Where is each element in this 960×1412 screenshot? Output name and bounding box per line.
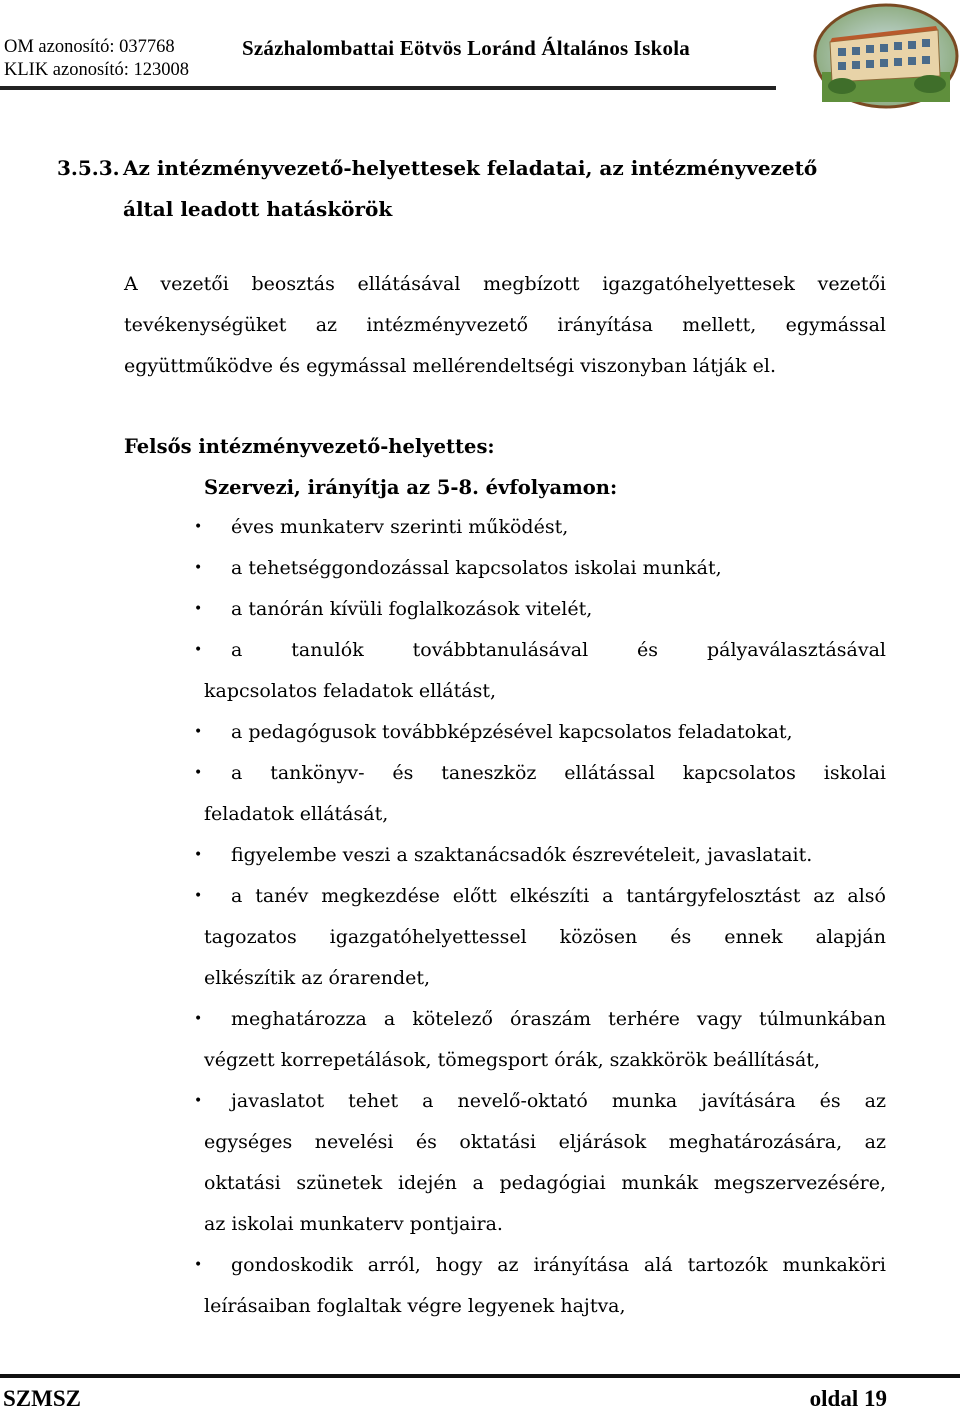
list-item-continuation: tagozatos igazgatóhelyettessel közösen és ennek alapján bbox=[204, 926, 886, 948]
list-item-text: a tanév megkezdése előtt elkészíti a tantárgyfelosztást az alsó bbox=[231, 885, 886, 907]
bullet-dot-icon: • bbox=[194, 560, 203, 576]
list-item-continuation: kapcsolatos feladatok ellátást, bbox=[204, 680, 497, 702]
list-item-text: figyelembe veszi a szaktanácsadók észrevételeit, javaslatait. bbox=[231, 844, 813, 866]
list-item-text: a tehetséggondozással kapcsolatos iskolai munkát, bbox=[231, 557, 722, 579]
list-item bbox=[194, 712, 886, 753]
bullet-dot-icon: • bbox=[194, 724, 203, 740]
intro-line-3: együttműködve és egymással mellérendeltségi viszonyban látják el. bbox=[124, 355, 777, 377]
list-item-text: gondoskodik arról, hogy az irányítása alá tartozók munkaköri bbox=[231, 1254, 886, 1276]
footer-page-label: oldal 19 bbox=[809, 1386, 887, 1411]
list-item-text: meghatározza a kötelező óraszám terhére vagy túlmunkában bbox=[231, 1008, 886, 1030]
header-rule bbox=[0, 86, 776, 90]
section-heading bbox=[57, 148, 857, 230]
list-item bbox=[194, 1081, 886, 1245]
list-item-continuation: oktatási szünetek idején a pedagógiai munkák megszervezésére, bbox=[204, 1172, 886, 1194]
intro-line-1: A vezetői beosztás ellátásával megbízott igazgatóhelyettesek vezetői bbox=[124, 273, 886, 295]
list-item bbox=[194, 507, 886, 548]
bullet-dot-icon: • bbox=[194, 765, 203, 781]
bullet-dot-icon: • bbox=[194, 888, 203, 904]
school-building-logo bbox=[812, 2, 960, 110]
list-item-text: a tanórán kívüli foglalkozások vitelét, bbox=[231, 598, 593, 620]
section-title-line1: Az intézményvezető-helyettesek feladatai, az intézményvezető bbox=[123, 156, 818, 180]
school-name: Százhalombattai Eötvös Loránd Általános Iskola bbox=[242, 36, 690, 60]
list-item bbox=[194, 630, 886, 712]
list-item bbox=[194, 876, 886, 999]
list-item-text: a pedagógusok továbbképzésével kapcsolatos feladatokat, bbox=[231, 721, 793, 743]
bullet-dot-icon: • bbox=[194, 642, 203, 658]
deputy-subheading: Szervezi, irányítja az 5-8. évfolyamon: bbox=[204, 476, 618, 499]
list-item-text: éves munkaterv szerinti működést, bbox=[231, 516, 569, 538]
list-item bbox=[194, 753, 886, 835]
bullet-dot-icon: • bbox=[194, 519, 203, 535]
deputy-heading: Felsős intézményvezető-helyettes: bbox=[124, 435, 495, 458]
section-title-line2: által leadott hatáskörök bbox=[123, 197, 393, 221]
list-item-text: a tanulók továbbtanulásával és pályaválasztásával bbox=[231, 639, 886, 661]
klik-id: KLIK azonosító: 123008 bbox=[4, 60, 189, 80]
list-item-continuation: elkészítik az órarendet, bbox=[204, 967, 431, 989]
footer-doc-code: SZMSZ bbox=[3, 1386, 81, 1411]
om-id: OM azonosító: 037768 bbox=[4, 37, 175, 57]
bullet-dot-icon: • bbox=[194, 1093, 203, 1109]
duty-list bbox=[194, 507, 886, 1327]
list-item-text: a tankönyv- és taneszköz ellátással kapcsolatos iskolai bbox=[231, 762, 886, 784]
list-item-text: javaslatot tehet a nevelő-oktató munka javítására és az bbox=[231, 1090, 886, 1112]
list-item-continuation: leírásaiban foglaltak végre legyenek hajtva, bbox=[204, 1295, 626, 1317]
list-item bbox=[194, 548, 886, 589]
footer-rule bbox=[0, 1374, 960, 1378]
list-item-continuation: feladatok ellátását, bbox=[204, 803, 389, 825]
list-item bbox=[194, 835, 886, 876]
list-item bbox=[194, 1245, 886, 1327]
list-item-continuation: végzett korrepetálások, tömegsport órák, szakkörök beállítását, bbox=[204, 1049, 820, 1071]
list-item-continuation: egységes nevelési és oktatási eljárások meghatározására, az bbox=[204, 1131, 886, 1153]
header-ids bbox=[4, 36, 189, 82]
list-item-continuation: az iskolai munkaterv pontjaira. bbox=[204, 1213, 503, 1235]
bullet-dot-icon: • bbox=[194, 1011, 203, 1027]
list-item bbox=[194, 589, 886, 630]
section-number: 3.5.3. bbox=[57, 156, 120, 180]
list-item bbox=[194, 999, 886, 1081]
bullet-dot-icon: • bbox=[194, 601, 203, 617]
bullet-dot-icon: • bbox=[194, 1257, 203, 1273]
intro-line-2: tevékenységüket az intézményvezető irányítása mellett, egymással bbox=[124, 314, 886, 336]
bullet-dot-icon: • bbox=[194, 847, 203, 863]
